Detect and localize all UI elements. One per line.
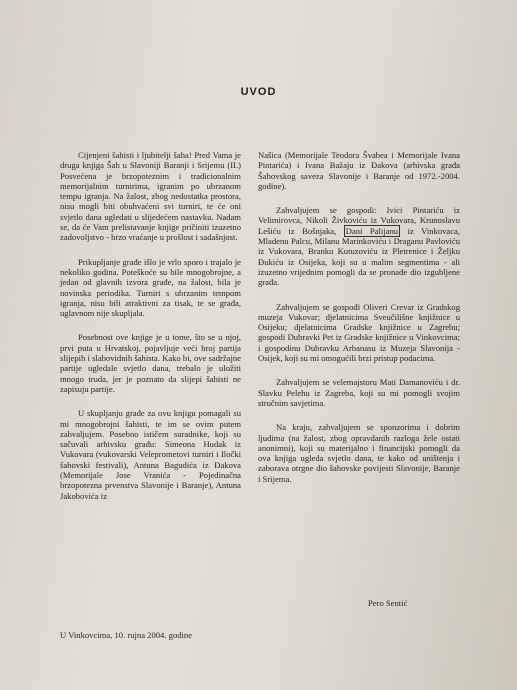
paragraph: U skupljanju građe za ovu knjigu pomagali su mi mnogobrojni šahisti, te im se ovim putem zahvaljujem. Posebno ističem suradnike, koji su sačuvali arhivsku građu: Simeona Hudak iz Vukovara (vukovarski Veleprometovi turniri i Iločki šahovski festivali), Antuna Bagudića iz Đakova (Memorijale Jose Vranića - Pojedinačna brzopotezna prvenstva Slavonije i Baranje), Antuna Jakobovića iz xyxy=(60,408,241,501)
paragraph xyxy=(258,205,460,287)
paragraph: Zahvaljujem se velemajstoru Mati Damanoviću i dr. Slavku Pelehu iz Zagreba, koji su mi pomogli svojim stručnim savjetima. xyxy=(258,377,460,408)
paragraph: Cijenjeni šahisti i ljubitelji šaha! Pred Vama je druga knjiga Šah u Slavoniji Baranji i Srijemu (II.) Posvećena je brzopoteznim i tradicionalnim memorijalnim turnirima, igranim po ubrzanom tempu igranja. Na žalost, zbog nedostatka prostora, nisu mogli biti obuhvaćeni svi turniri, te će oni svjetlo dana ugledati u slijedećem nastavku. Nadam se, da će Vam prelistavanje knjige pričiniti izuzetno zadovoljstvo - brzo vraćanje u prošlost i sadašnjost. xyxy=(60,150,241,243)
place-date: U Vinkovcima, 10. rujna 2004. godine xyxy=(60,630,193,640)
signature: Pero Sentić xyxy=(368,598,408,608)
boxed-name: Dani Palijanu xyxy=(345,225,399,236)
paragraph-text: iz Vinkovaca, Mladenu Palcu, Milanu Marinkoviću i Draganu Pavloviću iz Vukovara, Branku Kutuzoviću iz Pletrenice i Željku Đukiću iz Osijeka, koji su u malim segmentima - ali izuzetno vrijednim pomogli da se pronađe dio izgubljene građa. xyxy=(258,225,461,288)
paragraph-text: Zahvaljujem se gospodi: Ivici Pintariću iz Velimirovca, Nikoli Živkoviću iz Vukovara, Krunoslavu Lešiću iz Bošnjaka, xyxy=(258,205,460,236)
right-column xyxy=(258,150,460,498)
page-title: UVOD xyxy=(240,86,277,98)
paragraph: Posebnost ove knjige je u tome, što se u njoj, prvi puta u Hrvatskoj, pojavljuje veći broj partija slijepih i slabovidnih šahista. Kako bi, ove sadržajne partije ugledale svjetlo dana, trebalo je uložiti mnogo truda, jer je poznato da slijepi šahisti ne zapisuju partije. xyxy=(60,332,241,394)
paragraph: Prikupljanje građe išlo je vrlo sporo i trajalo je nekoliko godina. Poteškoće su bile mnogobrojne, a jedan od glavnih izvora građe, na žalost, bila je novinska periodika. Turniri s ubrzanim tempom igranja, nisu bili atraktivni za tisak, te se građa, uglavnom nije skupljala. xyxy=(60,256,241,319)
show-through-text xyxy=(200,0,450,60)
paragraph: Na kraju, zahvaljujem se sponzorima i dobrim ljudima (na žalost, zbog opravdanih razloga žele ostati anonimni), koji su materijalno i financijski pomogli da ova knjiga ugleda svjetlo dana, te kako od uništenja i zaborava otrgne dio šahovske povijesti Slavonije, Baranje i Srijema. xyxy=(258,422,460,484)
paragraph: Našica (Memorijale Teodora Švabea i Memorijale Ivana Pintarića) i Ivana Bažaju iz Đakova (arhivska građa Šahovskog saveza Slavonije i Baranje od 1972.-2004. godine). xyxy=(258,150,460,191)
paragraph: Zahvaljujem se gospođi Oliveri Crevar iz Gradskog muzeja Vukovar; djelatnicima Sveučilišne knjižnice u Osijeku; djelatnicima Gradske knjižnice u Zagrebu; gospodi Dubravki Pet iz Gradske knjižnice u Vinkovcima; i gospodinu Dubravku Arbanasu iz Muzeja Slavonija - Osijek, koji su mi omogućili brzi pristup podacima. xyxy=(258,301,460,364)
left-column xyxy=(60,150,241,515)
